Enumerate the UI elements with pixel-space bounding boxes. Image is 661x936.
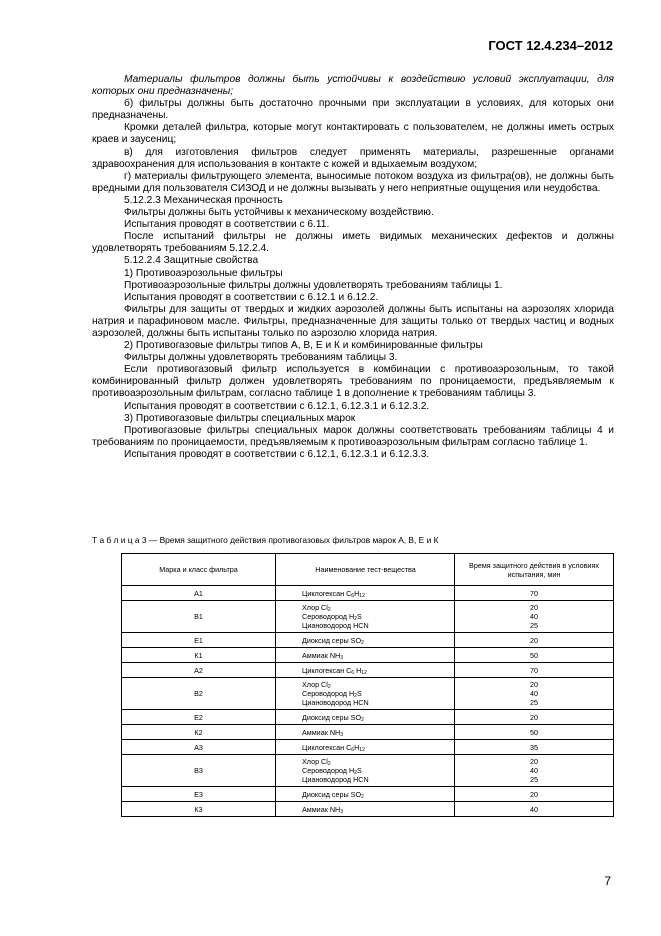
substance-name [302, 612, 450, 621]
time-value: 20 [530, 603, 538, 612]
mark-cell: В2 [122, 678, 276, 710]
substance-name [302, 757, 450, 766]
substance-cell [276, 648, 455, 663]
table-row [122, 663, 614, 678]
paragraph: 2) Противогазовые фильтры типов А, В, Е и К и комбинированные фильтры [124, 340, 483, 352]
mark-cell: Е2 [122, 710, 276, 725]
time-value: 35 [530, 742, 538, 752]
formula-subscript: 2 [354, 693, 357, 699]
substance-cell [276, 678, 455, 710]
time-value: 40 [530, 766, 538, 775]
mark-cell: К1 [122, 648, 276, 663]
table-row [122, 648, 614, 663]
mark-cell: А3 [122, 740, 276, 755]
substance-text: Аммиак NH [302, 650, 341, 660]
substance-cell [276, 802, 455, 817]
table-row [122, 678, 614, 710]
table-row [122, 601, 614, 633]
paragraph: 5.12.2.4 Защитные свойства [124, 255, 259, 267]
substance-text: Хлор Cl [302, 603, 328, 612]
paragraph: Фильтры для защиты от твердых и жидких аэрозолей должны быть испытаны на аэрозолях хлорида натрия и парафиновом масле. Фильтры, предназначенные для защиты только от твердых частиц и водных аэрозолей, должны быть испытаны только по аэрозолю хлорида натрия. [92, 303, 614, 339]
paragraph: 5.12.2.3 Механическая прочность [124, 194, 283, 206]
paragraph: После испытаний фильтры не должны иметь видимых механических дефектов и должны удовлетворять требованиям 5.12.2.4. [92, 231, 614, 255]
substance-text: Циановодород HCN [302, 775, 369, 784]
substance-cell [276, 725, 455, 740]
time-cell [455, 678, 614, 710]
substance-text: Сероводород Н [302, 612, 355, 621]
mark-cell: К3 [122, 802, 276, 817]
substance-text: Циклогексан С [302, 742, 352, 752]
substance-text: Хлор Cl [302, 757, 328, 766]
substance-text: S [356, 766, 362, 775]
substance-name [302, 589, 450, 598]
time-cell [455, 802, 614, 817]
table-row [122, 802, 614, 817]
substance-text: Циановодород HCN [302, 621, 369, 630]
mark-cell: Е3 [122, 787, 276, 802]
table-row [122, 586, 614, 601]
time-cell [455, 755, 614, 787]
paragraph: 3) Противогазовые фильтры специальных марок [124, 412, 356, 424]
formula-subscript: 2 [361, 716, 364, 723]
substance-text: Хлор Cl [302, 680, 328, 689]
time-value: 25 [530, 621, 538, 630]
time-cell [455, 740, 614, 755]
time-cell [455, 633, 614, 648]
formula-subscript: 3 [340, 654, 344, 661]
formula-subscript: 12 [359, 592, 365, 599]
formula-subscript: 12 [361, 669, 367, 676]
time-value: 70 [530, 665, 538, 675]
table-row [122, 740, 614, 755]
table-row [122, 633, 614, 648]
substance-name [302, 680, 450, 689]
paragraph: Фильтры должны быть устойчивы к механическому воздействию. [124, 207, 434, 219]
substance-name [302, 775, 450, 784]
paragraph: 1) Противоаэрозольные фильтры [124, 267, 283, 279]
substance-cell [276, 601, 455, 633]
formula-subscript: 2 [361, 793, 364, 800]
mark-cell: В1 [122, 601, 276, 633]
header-cell-time: Время защитного действия в условиях испытания, мин [455, 554, 614, 586]
time-cell [455, 601, 614, 633]
formula-subscript: 3 [340, 731, 344, 738]
mark-cell: Е1 [122, 633, 276, 648]
time-value: 20 [530, 680, 538, 689]
formula-subscript: 6 [351, 746, 355, 753]
substance-text: Диоксид серы SO [302, 712, 362, 722]
substance-cell [276, 633, 455, 648]
substance-cell [276, 787, 455, 802]
substance-name [302, 743, 450, 752]
substance-name [302, 689, 450, 698]
substance-text: Сероводород Н [302, 689, 355, 698]
formula-subscript: 2 [327, 761, 331, 767]
mark-cell: К2 [122, 725, 276, 740]
substance-name [302, 805, 450, 814]
substance-text: Н [354, 588, 360, 598]
substance-name [302, 636, 450, 645]
substance-text: Циановодород HCN [302, 698, 369, 707]
formula-subscript: 2 [327, 684, 331, 690]
paragraph: в) для изготовления фильтров следует применять материалы, разрешенные органами здравоохранения для использования в контакте с кожей и вдыхаемым воздухом; [92, 146, 614, 170]
header-cell-substance: Наименование тест-вещества [276, 554, 455, 586]
time-value: 20 [530, 712, 538, 722]
substance-name [302, 713, 450, 722]
formula-subscript: 2 [354, 616, 357, 622]
substance-name [302, 728, 450, 737]
time-value: 50 [530, 727, 538, 737]
time-cell [455, 787, 614, 802]
substance-text: Диоксид серы SO [302, 789, 362, 799]
table-3 [121, 553, 614, 817]
substance-name [302, 651, 450, 660]
substance-text: Аммиак NH [302, 727, 341, 737]
time-value: 25 [530, 698, 538, 707]
paragraph: Испытания проводят в соответствии с 6.11. [124, 219, 330, 231]
table-row [122, 725, 614, 740]
substance-text: Аммиак NH [302, 804, 341, 814]
table-caption: Т а б л и ц а 3 — Время защитного действия противогазовых фильтров марок А, В, Е и К [92, 535, 439, 545]
paragraph: Противогазовые фильтры специальных марок должны соответствовать требованиям таблицы 4 и требованиям по проницаемости, предъявляемым к противоаэрозольным фильтрам согласно таблице 1. [92, 424, 614, 448]
time-value: 50 [530, 650, 538, 660]
header-cell-mark: Марка и класс фильтра [122, 554, 276, 586]
time-value: 20 [530, 789, 538, 799]
substance-cell [276, 586, 455, 601]
formula-subscript: 12 [359, 746, 365, 753]
time-value: 20 [530, 635, 538, 645]
paragraph: Если противогазовый фильтр используется в комбинации с противоаэрозольным, то такой комбинированный фильтр должен удовлетворять требованиям по проницаемости, предъявляемым к противоаэрозольным фильтрам, согласно таблице 1 в дополнение к требованиям таблицы 3. [92, 364, 614, 400]
substance-name [302, 698, 450, 707]
time-value: 40 [530, 689, 538, 698]
table-row [122, 787, 614, 802]
formula-subscript: 2 [354, 770, 357, 776]
substance-name [302, 666, 450, 675]
time-cell [455, 725, 614, 740]
time-value: 70 [530, 588, 538, 598]
substance-cell [276, 710, 455, 725]
formula-subscript: 2 [327, 607, 331, 613]
time-value: 20 [530, 757, 538, 766]
substance-text: Циклогексан С [302, 665, 352, 675]
time-value: 40 [530, 804, 538, 814]
time-cell [455, 586, 614, 601]
substance-name [302, 603, 450, 612]
paragraph: б) фильтры должны быть достаточно прочными при эксплуатации в условиях, для которых они предназначены. [92, 98, 614, 122]
formula-subscript: 6 [351, 669, 355, 676]
paragraph: Фильтры должны удовлетворять требованиям таблицы 3. [124, 352, 398, 364]
substance-name [302, 766, 450, 775]
table-row [122, 755, 614, 787]
substance-text: Н [354, 742, 360, 752]
time-cell [455, 710, 614, 725]
mark-cell: А2 [122, 663, 276, 678]
mark-cell: В3 [122, 755, 276, 787]
paragraph: Испытания проводят в соответствии с 6.12.1 и 6.12.2. [124, 291, 379, 303]
substance-text: Диоксид серы SO [302, 635, 362, 645]
paragraph: Испытания проводят в соответствии с 6.12.1, 6.12.3.1 и 6.12.3.2. [124, 400, 430, 412]
substance-cell [276, 755, 455, 787]
table-header-row [122, 554, 614, 586]
paragraph: Материалы фильтров должны быть устойчивы к воздействию условий эксплуатации, для которых они предназначены; [92, 74, 614, 98]
paragraph: Испытания проводят в соответствии с 6.12.1, 6.12.3.1 и 6.12.3.3. [124, 448, 430, 460]
time-cell [455, 648, 614, 663]
substance-cell [276, 740, 455, 755]
formula-subscript: 2 [361, 639, 364, 646]
time-cell [455, 663, 614, 678]
substance-name [302, 621, 450, 630]
substance-text: S [356, 689, 362, 698]
substance-text: S [356, 612, 362, 621]
substance-text: Н [354, 665, 362, 675]
paragraph: г) материалы фильтрующего элемента, выносимые потоком воздуха из фильтра(ов), не должны быть вредными для пользователя СИЗОД и не должны вызывать у него неприятные ощущения или неудобства. [92, 170, 614, 194]
body-text [92, 74, 614, 461]
substance-cell [276, 663, 455, 678]
substance-name [302, 790, 450, 799]
paragraph: Кромки деталей фильтра, которые могут контактировать с пользователем, не должны иметь острых краев и заусениц; [92, 122, 614, 146]
mark-cell: А1 [122, 586, 276, 601]
table-row [122, 710, 614, 725]
page-number: 7 [604, 874, 611, 888]
substance-text: Циклогексан С [302, 588, 352, 598]
substance-text: Сероводород Н [302, 766, 355, 775]
time-value: 25 [530, 775, 538, 784]
time-value: 40 [530, 612, 538, 621]
paragraph: Противоаэрозольные фильтры должны удовлетворять требованиям таблицы 1. [124, 279, 503, 291]
formula-subscript: 6 [351, 592, 355, 599]
document-id: ГОСТ 12.4.234–2012 [488, 38, 613, 53]
formula-subscript: 3 [340, 808, 344, 815]
